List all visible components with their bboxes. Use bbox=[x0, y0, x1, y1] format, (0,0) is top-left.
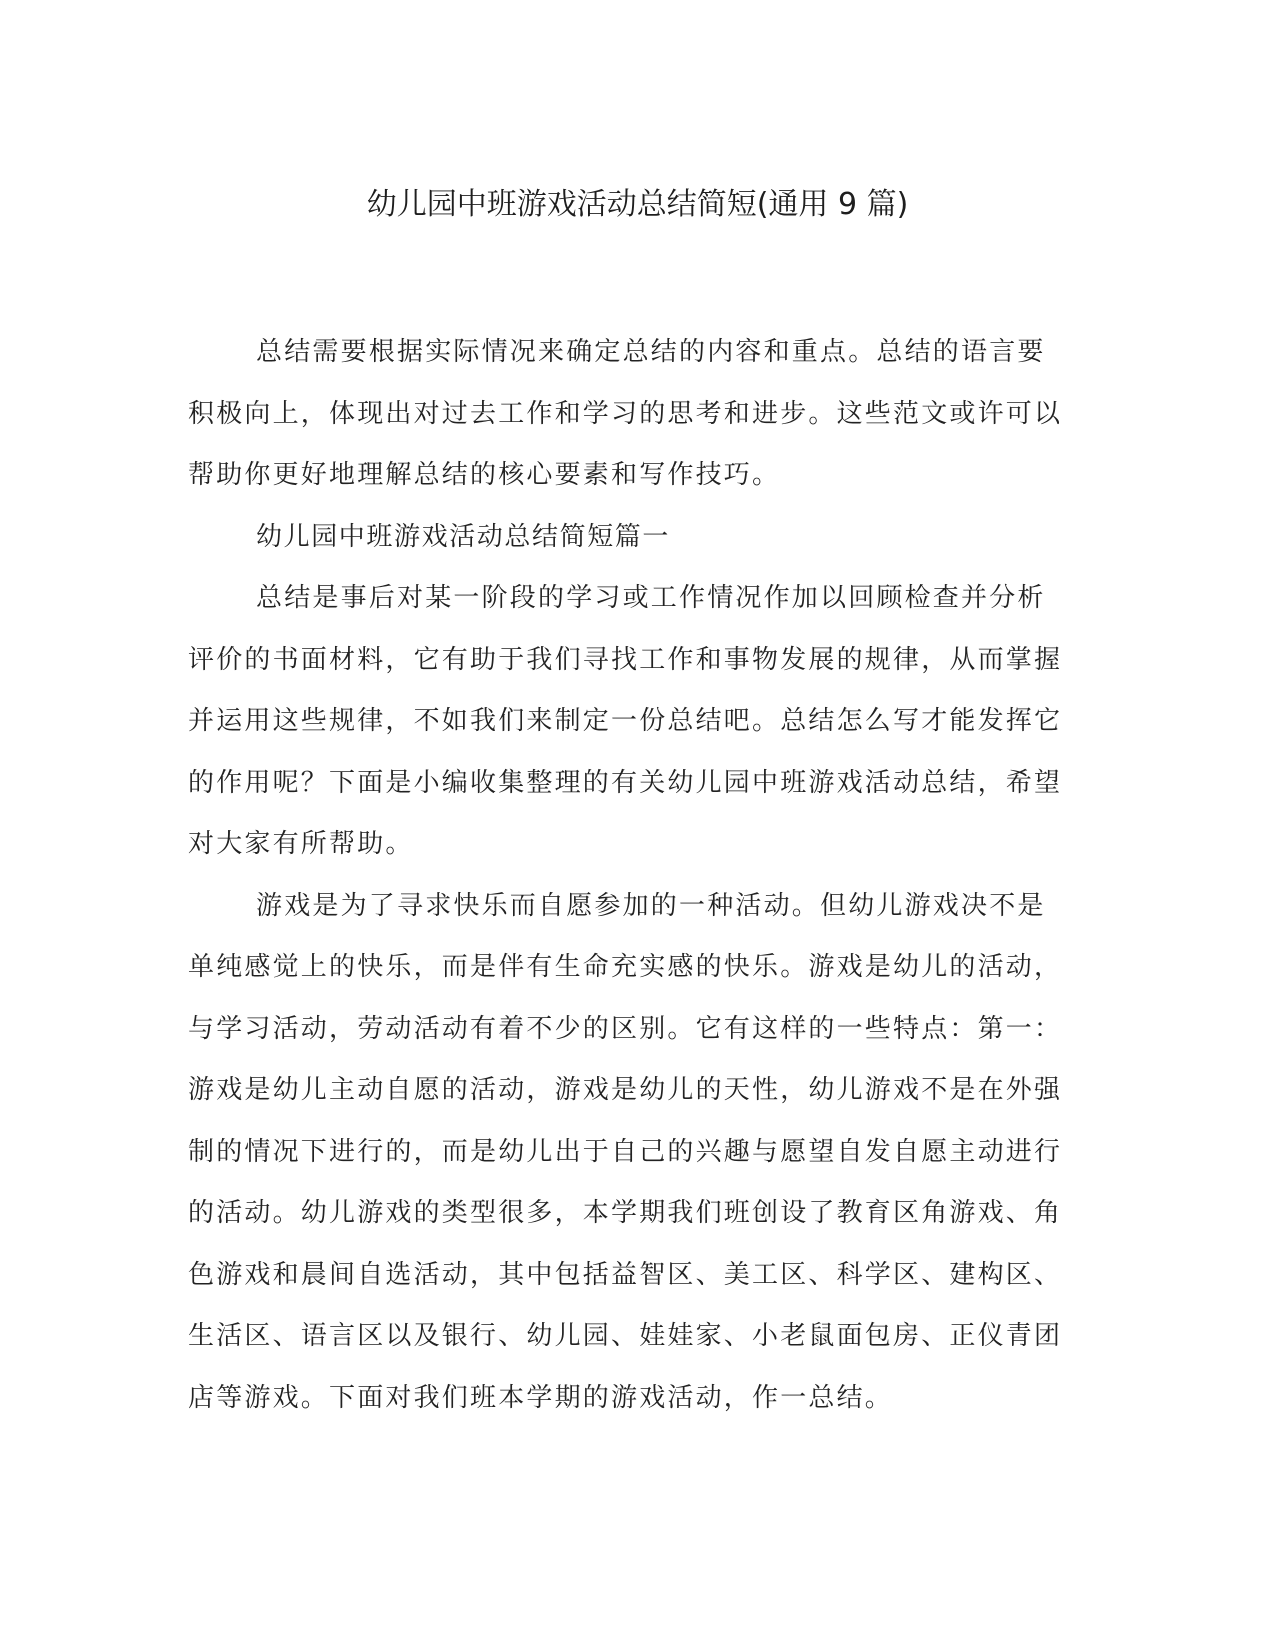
body-paragraph-1: 总结是事后对某一阶段的学习或工作情况作加以回顾检查并分析评价的书面材料，它有助于我们寻找工作和事物发展的规律，从而掌握并运用这些规律，不如我们来制定一份总结吧。总结怎么写才能发挥它的作用呢？下面是小编收集整理的有关幼儿园中班游戏活动总结，希望对大家有所帮助。 bbox=[188, 583, 1063, 859]
body-paragraph-2: 游戏是为了寻求快乐而自愿参加的一种活动。但幼儿游戏决不是单纯感觉上的快乐，而是伴有生命充实感的快乐。游戏是幼儿的活动，与学习活动，劳动活动有着不少的区别。它有这样的一些特点：第一：游戏是幼儿主动自愿的活动，游戏是幼儿的天性，幼儿游戏不是在外强制的情况下进行的，而是幼儿出于自己的兴趣与愿望自发自愿主动进行的活动。幼儿游戏的类型很多，本学期我们班创设了教育区角游戏、角色游戏和晨间自选活动，其中包括益智区、美工区、科学区、建构区、生活区、语言区以及银行、幼儿园、娃娃家、小老鼠面包房、正仪青团店等游戏。下面对我们班本学期的游戏活动，作一总结。 bbox=[188, 890, 1063, 1413]
document-title: 幼儿园中班游戏活动总结简短(通用 9 篇) bbox=[366, 187, 909, 222]
document-body bbox=[188, 322, 1068, 1429]
intro-paragraph: 总结需要根据实际情况来确定总结的内容和重点。总结的语言要积极向上，体现出对过去工作和学习的思考和进步。这些范文或许可以帮助你更好地理解总结的核心要素和写作技巧。 bbox=[188, 337, 1063, 490]
section-heading: 幼儿园中班游戏活动总结简短篇一 bbox=[256, 521, 671, 552]
